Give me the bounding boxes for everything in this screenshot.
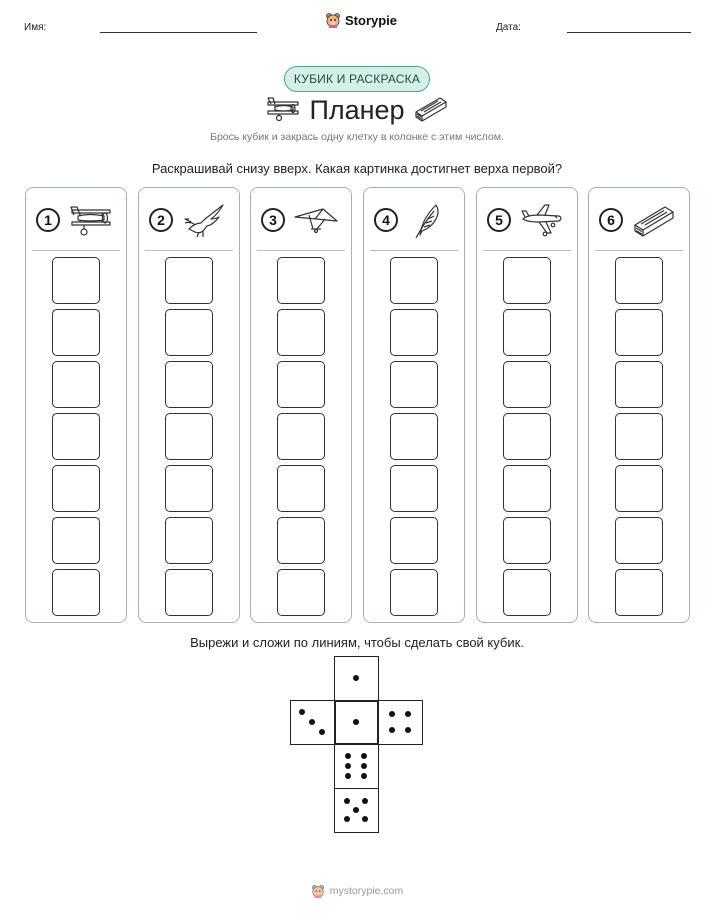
column-number: 3	[261, 208, 285, 232]
brand-name: Storypie	[345, 12, 398, 28]
bear-icon	[311, 884, 325, 898]
name-label: Имя:	[24, 22, 47, 33]
column-number: 2	[149, 208, 173, 232]
color-cell[interactable]	[615, 517, 663, 564]
pip	[361, 753, 367, 759]
name-line[interactable]	[100, 32, 257, 33]
column-divider	[595, 250, 683, 251]
color-cell[interactable]	[52, 517, 100, 564]
airplane-icon	[519, 201, 565, 239]
eagle-icon	[181, 201, 227, 239]
color-cell[interactable]	[503, 569, 551, 616]
pip	[353, 719, 359, 725]
pip	[361, 773, 367, 779]
pip	[353, 807, 359, 813]
column-header	[589, 188, 689, 250]
color-cell[interactable]	[165, 569, 213, 616]
color-cell[interactable]	[52, 465, 100, 512]
color-cell[interactable]	[503, 309, 551, 356]
color-cell[interactable]	[503, 465, 551, 512]
pip	[389, 727, 395, 733]
color-cell[interactable]	[277, 465, 325, 512]
color-cell[interactable]	[277, 309, 325, 356]
column-4	[363, 187, 465, 623]
pip	[345, 773, 351, 779]
color-cell[interactable]	[52, 309, 100, 356]
column-divider	[145, 250, 233, 251]
feather-icon	[406, 201, 452, 239]
brand-logo	[325, 12, 397, 28]
column-number: 4	[374, 208, 398, 232]
color-cell[interactable]	[52, 257, 100, 304]
page-title: Планер	[309, 95, 405, 125]
bear-icon	[325, 12, 341, 28]
date-label: Дата:	[496, 22, 521, 33]
subtitle: Брось кубик и закрась одну клетку в колонке с этим числом.	[210, 131, 504, 143]
column-6	[588, 187, 690, 623]
column-header	[477, 188, 577, 250]
dice-face-5[interactable]	[334, 788, 379, 833]
color-cell[interactable]	[615, 465, 663, 512]
pip	[345, 753, 351, 759]
dice-face-3[interactable]	[290, 700, 335, 745]
column-header	[364, 188, 464, 250]
color-cell[interactable]	[390, 517, 438, 564]
pip	[362, 798, 368, 804]
column-divider	[483, 250, 571, 251]
column-1	[25, 187, 127, 623]
wooden-plank-icon	[631, 201, 677, 239]
color-cell[interactable]	[52, 413, 100, 460]
pip	[362, 816, 368, 822]
worksheet-badge: КУБИК И РАСКРАСКА	[284, 66, 430, 92]
color-cell[interactable]	[277, 257, 325, 304]
color-cell[interactable]	[503, 517, 551, 564]
footer-url[interactable]: mystorypie.com	[329, 885, 404, 897]
color-cell[interactable]	[165, 257, 213, 304]
column-header	[26, 188, 126, 250]
column-header	[251, 188, 351, 250]
column-5	[476, 187, 578, 623]
color-cell[interactable]	[165, 517, 213, 564]
dice-face-1[interactable]	[334, 656, 379, 701]
color-cell[interactable]	[503, 361, 551, 408]
worksheet-header	[0, 0, 714, 50]
pip	[344, 798, 350, 804]
color-cell[interactable]	[390, 569, 438, 616]
footer	[0, 884, 714, 903]
column-number: 6	[599, 208, 623, 232]
pip	[319, 729, 325, 735]
color-cell[interactable]	[165, 309, 213, 356]
badge-wrap	[0, 66, 714, 92]
column-2	[138, 187, 240, 623]
pip	[353, 675, 359, 681]
pip	[405, 727, 411, 733]
color-cell[interactable]	[165, 361, 213, 408]
pip	[361, 763, 367, 769]
hang-glider-icon	[293, 201, 339, 239]
pip	[405, 711, 411, 717]
pip	[389, 711, 395, 717]
color-cell[interactable]	[615, 569, 663, 616]
column-divider	[32, 250, 120, 251]
pip	[299, 709, 305, 715]
color-cell[interactable]	[390, 465, 438, 512]
instruction: Раскрашивай снизу вверх. Какая картинка достигнет верха первой?	[151, 161, 563, 176]
dice-face-6[interactable]	[334, 744, 379, 789]
column-divider	[257, 250, 345, 251]
column-3	[250, 187, 352, 623]
dice-face-4[interactable]	[378, 700, 423, 745]
color-cell[interactable]	[277, 517, 325, 564]
cut-instruction: Вырежи и сложи по линиям, чтобы сделать свой кубик.	[190, 635, 524, 650]
date-line[interactable]	[567, 32, 691, 33]
color-cell[interactable]	[52, 361, 100, 408]
color-cell[interactable]	[390, 257, 438, 304]
color-cell[interactable]	[615, 361, 663, 408]
color-cell[interactable]	[390, 309, 438, 356]
color-cell[interactable]	[52, 569, 100, 616]
dice-face-1[interactable]	[334, 700, 379, 745]
title-row	[0, 92, 714, 132]
biplane-icon	[68, 201, 114, 239]
column-header	[139, 188, 239, 250]
column-number: 5	[487, 208, 511, 232]
color-cell[interactable]	[615, 309, 663, 356]
wooden-plank-icon	[414, 94, 448, 127]
color-cell[interactable]	[277, 569, 325, 616]
color-cell[interactable]	[390, 413, 438, 460]
color-cell[interactable]	[277, 361, 325, 408]
color-cell[interactable]	[165, 413, 213, 460]
color-cell[interactable]	[165, 465, 213, 512]
color-cell[interactable]	[277, 413, 325, 460]
column-divider	[370, 250, 458, 251]
color-cell[interactable]	[390, 361, 438, 408]
column-number: 1	[36, 208, 60, 232]
pip	[345, 763, 351, 769]
color-cell[interactable]	[503, 413, 551, 460]
color-cell[interactable]	[615, 257, 663, 304]
pip	[344, 816, 350, 822]
color-cell[interactable]	[615, 413, 663, 460]
pip	[309, 719, 315, 725]
color-cell[interactable]	[503, 257, 551, 304]
